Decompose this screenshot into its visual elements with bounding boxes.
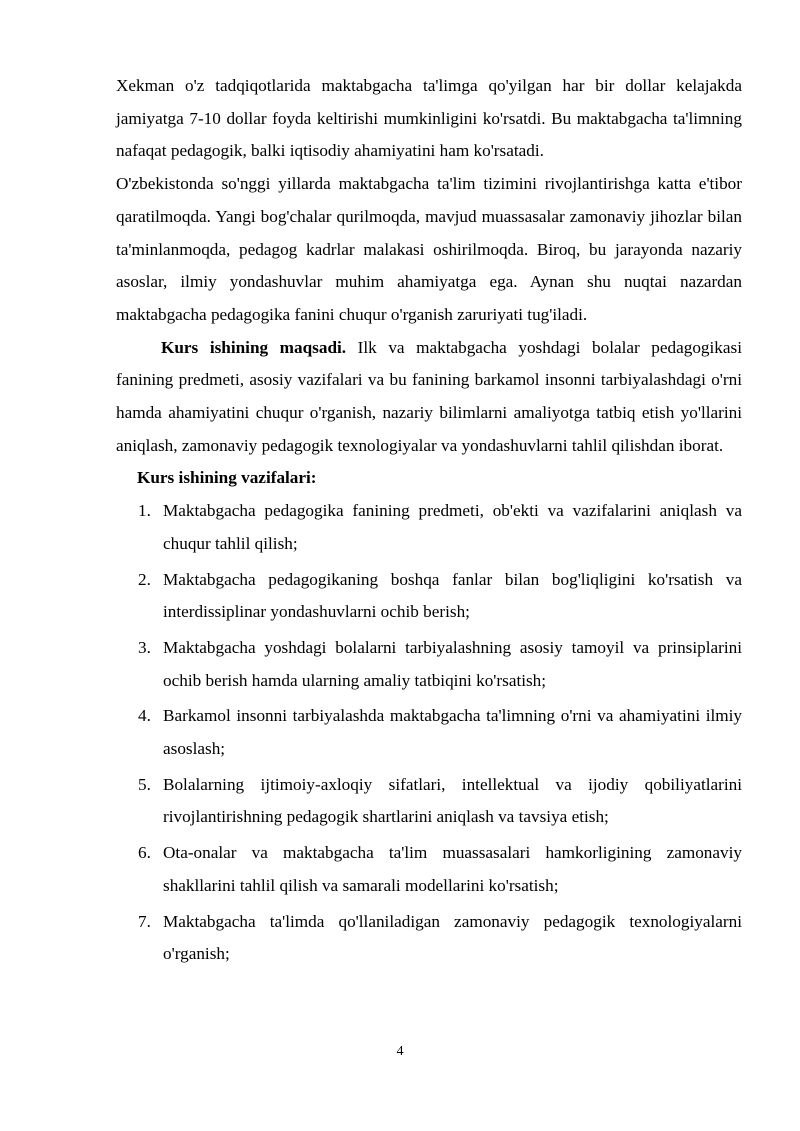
list-item-number: 4. bbox=[138, 706, 151, 726]
paragraph-economic-effect: Xekman o'z tadqiqotlarida maktabgacha ta'limga qo'yilgan har bir dollar kelajakda jamiyatga 7-10 dollar foyda keltirishi mumkinligini ko'rsatdi. Bu maktabgacha ta'limning nafaqat pedagogik, balki iqtisodiy ahamiyatini ham ko'rsatadi. bbox=[116, 76, 742, 161]
tasks-list bbox=[116, 495, 742, 971]
list-item-text: Bolalarning ijtimoiy-axloqiy sifatlari, intellektual va ijodiy qobiliyatlarini rivojlantirishning pedagogik shartlarini aniqlash va tavsiya etish; bbox=[163, 774, 742, 827]
list-item bbox=[116, 495, 742, 560]
list-item-text: Maktabgacha yoshdagi bolalarni tarbiyalashning asosiy tamoyil va prinsiplarini ochib berish hamda ularning amaliy tatbiqini ko'rsatish; bbox=[163, 637, 742, 690]
list-item-number: 1. bbox=[138, 501, 151, 521]
goal-label: Kurs ishining maqsadi. bbox=[161, 337, 347, 357]
list-item bbox=[116, 632, 742, 697]
list-item-number: 5. bbox=[138, 774, 151, 794]
list-item-number: 2. bbox=[138, 569, 151, 589]
paragraph-uzbekistan: O'zbekistonda so'nggi yillarda maktabgacha ta'lim tizimini rivojlantirishga katta e'tibor qaratilmoqda. Yangi bog'chalar qurilmoqda, mavjud muassasalar zamonaviy jihozlar bilan ta'minlanmoqda, pedagog kadrlar malakasi oshirilmoqda. Biroq, bu jarayonda nazariy asoslar, ilmiy yondashuvlar muhim ahamiyatga ega. Aynan shu nuqtai nazardan maktabgacha pedagogika fanini chuqur o'rganish zaruriyati tug'iladi. bbox=[116, 174, 742, 324]
paragraph-goal bbox=[116, 332, 742, 463]
list-item bbox=[116, 906, 742, 971]
list-item bbox=[116, 564, 742, 629]
goal-text: Ilk va maktabgacha yoshdagi bolalar pedagogikasi fanining predmeti, asosiy vazifalari va bu fanining barkamol insonni tarbiyalashdagi o'rni hamda ahamiyatini chuqur o'rganish, nazariy bilimlarni amaliyotga tatbiq etish yo'llarini aniqlash, zamonaviy pedagogik texnologiyalar va yondashuvlarni tahlil qilishdan iborat. bbox=[116, 337, 742, 455]
list-item-text: Maktabgacha pedagogikaning boshqa fanlar bilan bog'liqligini ko'rsatish va interdissiplinar yondashuvlarni ochib berish; bbox=[163, 569, 742, 622]
page-number: 4 bbox=[396, 1044, 404, 1059]
list-item bbox=[116, 837, 742, 902]
list-item-text: Barkamol insonni tarbiyalashda maktabgacha ta'limning o'rni va ahamiyatini ilmiy asoslash; bbox=[163, 706, 742, 759]
tasks-heading: Kurs ishining vazifalari: bbox=[137, 468, 317, 488]
list-item-text: Ota-onalar va maktabgacha ta'lim muassasalari hamkorligining zamonaviy shakllarini tahlil qilish va samarali modellarini ko'rsatish; bbox=[163, 843, 742, 895]
list-item-number: 6. bbox=[138, 843, 151, 863]
list-item bbox=[116, 769, 742, 834]
list-item-text: Maktabgacha ta'limda qo'llaniladigan zamonaviy pedagogik texnologiyalarni o'rganish; bbox=[163, 911, 742, 964]
body-text bbox=[116, 70, 742, 974]
list-item-text: Maktabgacha pedagogika fanining predmeti, ob'ekti va vazifalarini aniqlash va chuqur tahlil qilish; bbox=[163, 501, 742, 553]
list-item bbox=[116, 700, 742, 765]
list-item-number: 3. bbox=[138, 637, 151, 657]
list-item-number: 7. bbox=[138, 911, 151, 931]
